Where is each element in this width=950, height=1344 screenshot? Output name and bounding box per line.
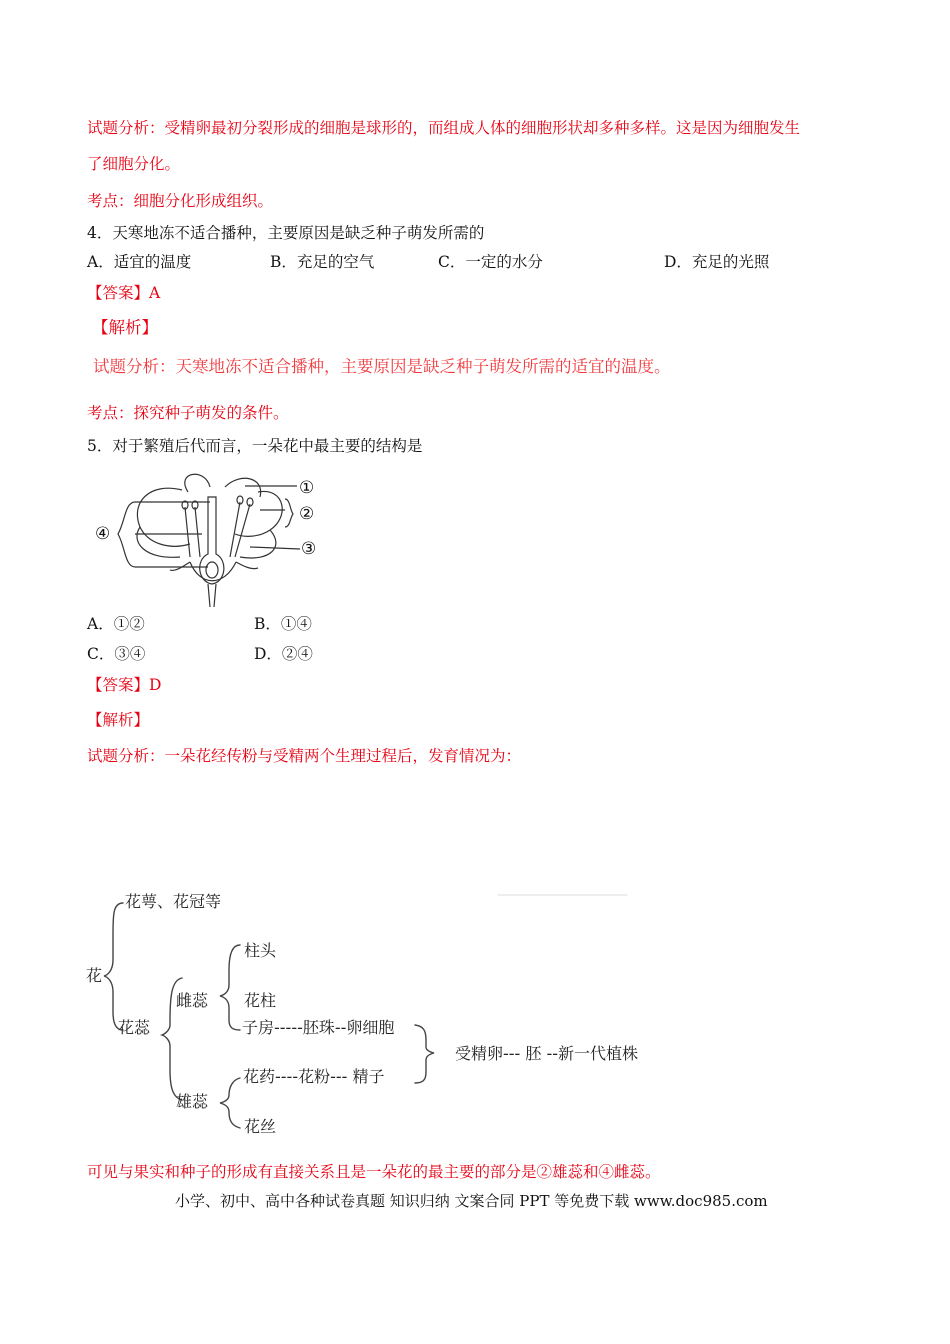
diagram-ovary-line: 子房-----胚珠--卵细胞: [242, 1018, 395, 1037]
analysis3-kaodian: 考点：细胞分化形成组织。: [87, 192, 274, 210]
figure-label-3: ③: [301, 539, 317, 559]
q4-kaodian: 考点：探究种子萌发的条件。: [87, 404, 289, 422]
q5-option-b: B．①④: [254, 615, 312, 633]
diagram-pistil-stamen: 花蕊: [118, 1018, 151, 1037]
q4-option-a: A．适宜的温度: [87, 253, 192, 271]
diagram-stamen: 雄蕊: [176, 1092, 209, 1111]
diagram-flower: 花: [86, 966, 103, 985]
analysis3-line2: 了细胞分化。: [87, 155, 181, 173]
figure-label-2: ②: [299, 504, 315, 524]
q5-analysis: 试题分析：一朵花经传粉与受精两个生理过程后，发育情况为：: [87, 747, 522, 765]
q4-jiexi: 【解析】: [92, 318, 158, 337]
q5-option-a: A．①②: [87, 615, 145, 633]
figure-label-4: ④: [95, 524, 111, 544]
analysis3-line1: 试题分析：受精卵最初分裂形成的细胞是球形的，而组成人体的细胞形状却多种多样。这是因为细胞发生: [87, 119, 801, 137]
q5-conclusion: 可见与果实和种子的形成有直接关系且是一朵花的最主要的部分是②雄蕊和④雌蕊。: [87, 1163, 661, 1181]
figure-label-1: ①: [299, 478, 315, 498]
q4-option-b: B．充足的空气: [270, 253, 375, 271]
q4-analysis: 试题分析：天寒地冻不适合播种，主要原因是缺乏种子萌发所需的适宜的温度。: [93, 357, 671, 376]
q5-option-c: C．③④: [87, 645, 146, 663]
q4-option-c: C．一定的水分: [438, 253, 543, 271]
page-footer: 小学、初中、高中各种试卷真题 知识归纳 文案合同 PPT 等免费下载 www.doc985.com: [175, 1192, 768, 1210]
q5-stem: 5．对于繁殖后代而言，一朵花中最主要的结构是: [87, 437, 423, 455]
diagram-result-line: 受精卵--- 胚 --新一代植株: [455, 1044, 639, 1063]
diagram-style: 花柱: [244, 991, 277, 1010]
diagram-filament: 花丝: [244, 1117, 277, 1136]
q5-answer: 【答案】D: [87, 676, 162, 694]
diagram-pistil: 雌蕊: [176, 991, 209, 1010]
q4-option-d: D．充足的光照: [664, 253, 770, 271]
q4-stem: 4．天寒地冻不适合播种，主要原因是缺乏种子萌发所需的: [87, 224, 485, 242]
diagram-calyx: 花萼、花冠等: [125, 892, 222, 911]
q4-answer: 【答案】A: [87, 284, 161, 302]
diagram-anther-line: 花药----花粉--- 精子: [243, 1067, 385, 1086]
q5-option-d: D．②④: [254, 645, 313, 663]
diagram-stigma: 柱头: [244, 941, 277, 960]
q5-jiexi: 【解析】: [87, 711, 150, 729]
